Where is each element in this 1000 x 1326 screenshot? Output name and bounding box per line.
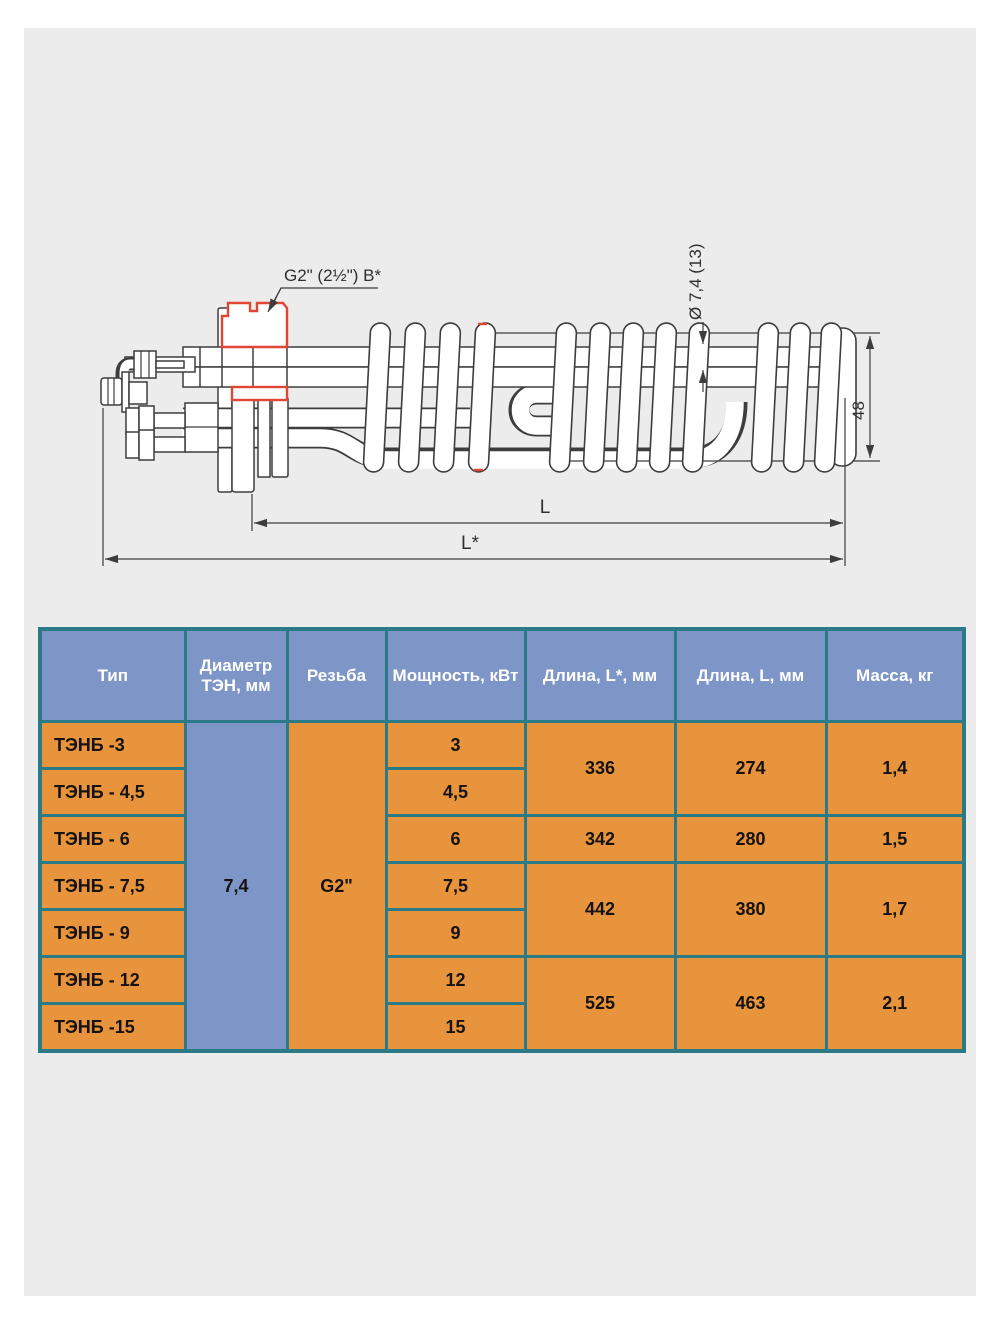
length-lstar-cell: 525 <box>525 957 675 1052</box>
length-l-cell: 463 <box>675 957 826 1052</box>
header-power: Мощность, кВт <box>386 629 525 722</box>
length-lstar-cell: 336 <box>525 722 675 816</box>
header-row <box>40 629 964 722</box>
length-l-cell: 280 <box>675 816 826 863</box>
mass-cell: 1,7 <box>826 863 964 957</box>
table-row <box>40 863 964 910</box>
heating-tubes-upper <box>183 347 848 387</box>
power-cell: 3 <box>386 722 525 769</box>
type-cell: ТЭНБ - 7,5 <box>40 863 185 910</box>
type-cell: ТЭНБ -3 <box>40 722 185 769</box>
tube-diameter-label: Ø 7,4 (13) <box>686 243 705 320</box>
spec-table <box>38 627 966 1053</box>
header-mass: Масса, кг <box>826 629 964 722</box>
mass-cell: 2,1 <box>826 957 964 1052</box>
table-row <box>40 957 964 1004</box>
sheet-panel <box>24 28 976 1296</box>
power-cell: 9 <box>386 910 525 957</box>
thread-callout-label: G2" (2½") B* <box>284 266 382 285</box>
dim-length-l-star <box>105 533 843 559</box>
length-l-cell: 380 <box>675 863 826 957</box>
length-l-star-label: L* <box>461 533 479 554</box>
header-type: Тип <box>40 629 185 722</box>
power-cell: 6 <box>386 816 525 863</box>
thread-cell: G2" <box>287 722 386 1052</box>
power-cell: 7,5 <box>386 863 525 910</box>
header-diameter: Диаметр ТЭН, мм <box>185 629 287 722</box>
power-cell: 12 <box>386 957 525 1004</box>
length-l-label: L <box>539 497 551 518</box>
flange-hub <box>232 397 288 492</box>
power-cell: 15 <box>386 1004 525 1052</box>
dim-length-l <box>254 497 843 523</box>
table-row <box>40 816 964 863</box>
header-length-lstar: Длина, L*, мм <box>525 629 675 722</box>
type-cell: ТЭНБ - 9 <box>40 910 185 957</box>
header-thread: Резьба <box>287 629 386 722</box>
coil-height-label: 48 <box>849 401 868 420</box>
power-cell: 4,5 <box>386 769 525 816</box>
type-cell: ТЭНБ -15 <box>40 1004 185 1052</box>
type-cell: ТЭНБ - 6 <box>40 816 185 863</box>
mass-cell: 1,5 <box>826 816 964 863</box>
type-cell: ТЭНБ - 4,5 <box>40 769 185 816</box>
table-row <box>40 722 964 769</box>
mass-cell: 1,4 <box>826 722 964 816</box>
technical-drawing <box>24 28 976 620</box>
length-lstar-cell: 442 <box>525 863 675 957</box>
type-cell: ТЭНБ - 12 <box>40 957 185 1004</box>
diameter-cell: 7,4 <box>185 722 287 1052</box>
header-length-l: Длина, L, мм <box>675 629 826 722</box>
length-lstar-cell: 342 <box>525 816 675 863</box>
length-l-cell: 274 <box>675 722 826 816</box>
